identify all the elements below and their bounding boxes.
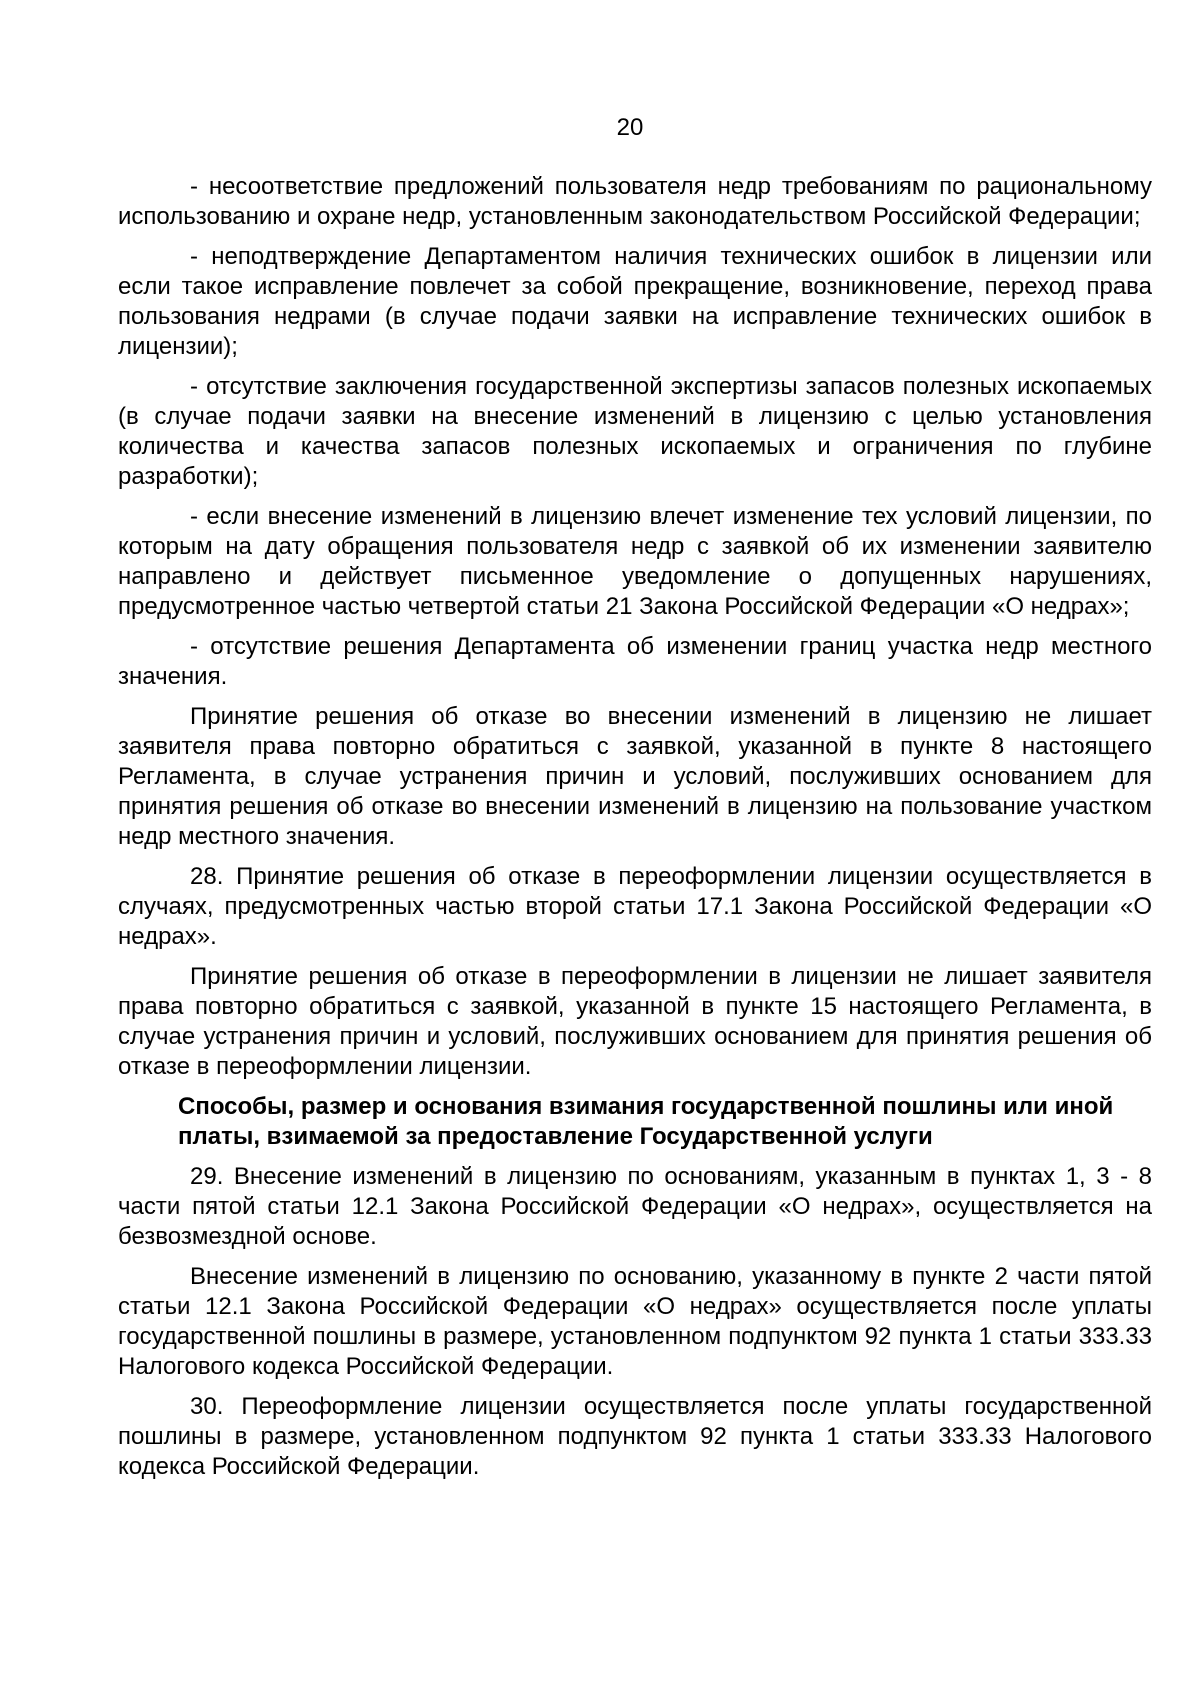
paragraph-bullet-violations-notice: - если внесение изменений в лицензию влечет изменение тех условий лицензии, по которым на дату обращения пользователя недр с заявкой об их изменении заявителю направлено и действует письменное уведомление о допущенных нарушениях, предусмотренное частью четвертой статьи 21 Закона Российской Федерации «О недрах»; — [118, 503, 1152, 620]
paragraph-bullet-boundaries: - отсутствие решения Департамента об изменении границ участка недр местного значения. — [118, 633, 1152, 690]
section-heading-fees: Способы, размер и основания взимания государственной пошлины или иной платы, взимаемой за предоставление Государственной услуги — [178, 1093, 1114, 1150]
document-body — [118, 172, 1152, 1492]
paragraph-clause-28: 28. Принятие решения об отказе в переоформлении лицензии осуществляется в случаях, предусмотренных частью второй статьи 17.1 Закона Российской Федерации «О недрах». — [118, 863, 1152, 950]
paragraph-clause-29: 29. Внесение изменений в лицензию по основаниям, указанным в пунктах 1, 3 - 8 части пятой статьи 12.1 Закона Российской Федерации «О недрах», осуществляется на безвозмездной основе. — [118, 1163, 1152, 1250]
paragraph-bullet-nonconformity: - несоответствие предложений пользователя недр требованиям по рациональному использованию и охране недр, установленным законодательством Российской Федерации; — [118, 173, 1152, 230]
paragraph-refusal-changes: Принятие решения об отказе во внесении изменений в лицензию не лишает заявителя права повторно обратиться с заявкой, указанной в пункте 8 настоящего Регламента, в случае устранения причин и условий, послуживших основанием для принятия решения об отказе во внесении изменений в лицензию на пользование участком недр местного значения. — [118, 703, 1152, 850]
page-number: 20 — [616, 114, 644, 141]
paragraph-bullet-technical-errors: - неподтверждение Департаментом наличия технических ошибок в лицензии или если такое исправление повлечет за собой прекращение, возникновение, переход права пользования недрами (в случае подачи заявки на исправление технических ошибок в лицензии); — [118, 243, 1152, 360]
paragraph-fee-changes: Внесение изменений в лицензию по основанию, указанному в пункте 2 части пятой статьи 12.1 Закона Российской Федерации «О недрах» осуществляется после уплаты государственной пошлины в размере, установленном подпунктом 92 пункта 1 статьи 333.33 Налогового кодекса Российской Федерации. — [118, 1263, 1152, 1380]
paragraph-refusal-reissue: Принятие решения об отказе в переоформлении в лицензии не лишает заявителя права повторно обратиться с заявкой, указанной в пункте 15 настоящего Регламента, в случае устранения причин и условий, послуживших основанием для принятия решения об отказе в переоформлении лицензии. — [118, 963, 1152, 1080]
paragraph-clause-30: 30. Переоформление лицензии осуществляется после уплаты государственной пошлины в размере, установленном подпунктом 92 пункта 1 статьи 333.33 Налогового кодекса Российской Федерации. — [118, 1393, 1152, 1480]
paragraph-bullet-expertise: - отсутствие заключения государственной экспертизы запасов полезных ископаемых (в случае подачи заявки на внесение изменений в лицензию с целью установления количества и качества запасов полезных ископаемых и ограничения по глубине разработки); — [118, 373, 1152, 490]
